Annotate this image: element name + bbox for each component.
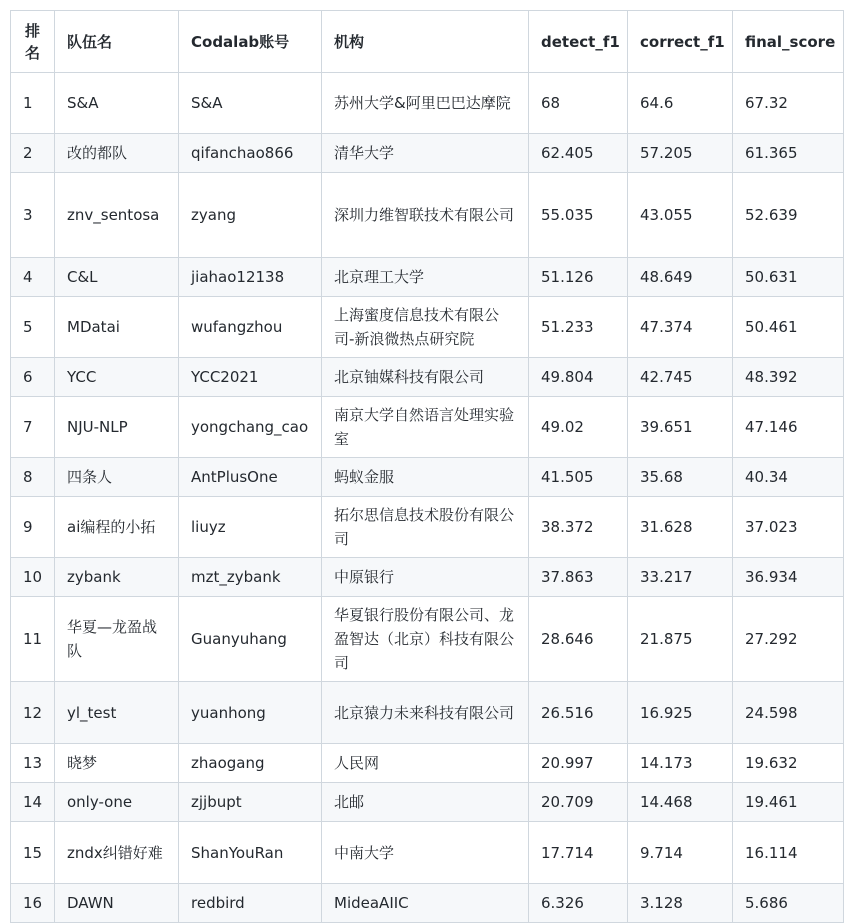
header-team: 队伍名 [55,11,179,73]
cell-detect-f1: 20.709 [529,783,628,822]
cell-correct-f1: 39.651 [628,397,733,458]
cell-detect-f1: 68 [529,73,628,134]
cell-org: 北邮 [322,783,529,822]
cell-account: qifanchao866 [179,134,322,173]
cell-org: 蚂蚁金服 [322,458,529,497]
cell-final-score: 5.686 [733,884,844,923]
table-row [11,597,844,682]
cell-correct-f1: 3.128 [628,884,733,923]
cell-rank: 2 [11,134,55,173]
table-row [11,258,844,297]
cell-detect-f1: 26.516 [529,682,628,744]
cell-correct-f1: 64.6 [628,73,733,134]
cell-org: 北京铀媒科技有限公司 [322,358,529,397]
table-row [11,173,844,258]
cell-correct-f1: 57.205 [628,134,733,173]
cell-rank: 9 [11,497,55,558]
cell-account: S&A [179,73,322,134]
cell-account: wufangzhou [179,297,322,358]
cell-org: 拓尔思信息技术股份有限公司 [322,497,529,558]
cell-correct-f1: 31.628 [628,497,733,558]
results-table [10,10,844,923]
cell-org: 北京猿力未来科技有限公司 [322,682,529,744]
cell-team: only-one [55,783,179,822]
cell-team: S&A [55,73,179,134]
cell-team: C&L [55,258,179,297]
cell-team: ai编程的小拓 [55,497,179,558]
cell-final-score: 61.365 [733,134,844,173]
cell-final-score: 50.461 [733,297,844,358]
cell-account: mzt_zybank [179,558,322,597]
cell-org: 中原银行 [322,558,529,597]
cell-account: AntPlusOne [179,458,322,497]
cell-detect-f1: 38.372 [529,497,628,558]
cell-account: ShanYouRan [179,822,322,884]
cell-team: 晓梦 [55,744,179,783]
header-detect-f1: detect_f1 [529,11,628,73]
cell-rank: 8 [11,458,55,497]
cell-rank: 11 [11,597,55,682]
cell-detect-f1: 49.02 [529,397,628,458]
cell-account: jiahao12138 [179,258,322,297]
cell-account: zhaogang [179,744,322,783]
cell-rank: 6 [11,358,55,397]
cell-correct-f1: 21.875 [628,597,733,682]
header-correct-f1: correct_f1 [628,11,733,73]
cell-team: MDatai [55,297,179,358]
table-row [11,297,844,358]
cell-final-score: 16.114 [733,822,844,884]
cell-team: yl_test [55,682,179,744]
cell-org: 苏州大学&阿里巴巴达摩院 [322,73,529,134]
table-row [11,558,844,597]
cell-detect-f1: 37.863 [529,558,628,597]
cell-final-score: 47.146 [733,397,844,458]
cell-final-score: 19.632 [733,744,844,783]
cell-team: 四条人 [55,458,179,497]
cell-team: DAWN [55,884,179,923]
table-row [11,458,844,497]
cell-org: MideaAIIC [322,884,529,923]
cell-correct-f1: 48.649 [628,258,733,297]
header-rank: 排名 [11,11,55,73]
cell-detect-f1: 20.997 [529,744,628,783]
cell-org: 中南大学 [322,822,529,884]
cell-rank: 16 [11,884,55,923]
cell-account: yongchang_cao [179,397,322,458]
cell-account: zyang [179,173,322,258]
cell-rank: 3 [11,173,55,258]
cell-team: zybank [55,558,179,597]
cell-rank: 13 [11,744,55,783]
results-table-container [10,10,844,923]
cell-detect-f1: 62.405 [529,134,628,173]
cell-detect-f1: 41.505 [529,458,628,497]
table-row [11,73,844,134]
cell-rank: 7 [11,397,55,458]
cell-rank: 4 [11,258,55,297]
cell-account: zjjbupt [179,783,322,822]
header-row [11,11,844,73]
cell-correct-f1: 14.468 [628,783,733,822]
cell-team: 华夏—龙盈战队 [55,597,179,682]
cell-final-score: 37.023 [733,497,844,558]
cell-detect-f1: 49.804 [529,358,628,397]
cell-final-score: 27.292 [733,597,844,682]
cell-rank: 5 [11,297,55,358]
header-final-score: final_score [733,11,844,73]
cell-final-score: 52.639 [733,173,844,258]
cell-final-score: 67.32 [733,73,844,134]
table-row [11,783,844,822]
cell-correct-f1: 16.925 [628,682,733,744]
cell-team: YCC [55,358,179,397]
cell-org: 上海蜜度信息技术有限公司-新浪微热点研究院 [322,297,529,358]
cell-correct-f1: 35.68 [628,458,733,497]
cell-correct-f1: 43.055 [628,173,733,258]
cell-org: 南京大学自然语言处理实验室 [322,397,529,458]
cell-rank: 10 [11,558,55,597]
table-row [11,358,844,397]
cell-correct-f1: 9.714 [628,822,733,884]
cell-correct-f1: 42.745 [628,358,733,397]
cell-final-score: 19.461 [733,783,844,822]
cell-correct-f1: 14.173 [628,744,733,783]
cell-rank: 14 [11,783,55,822]
table-row [11,884,844,923]
cell-team: znv_sentosa [55,173,179,258]
cell-final-score: 50.631 [733,258,844,297]
header-account: Codalab账号 [179,11,322,73]
cell-rank: 15 [11,822,55,884]
cell-org: 清华大学 [322,134,529,173]
table-row [11,682,844,744]
cell-account: redbird [179,884,322,923]
cell-detect-f1: 51.126 [529,258,628,297]
table-row [11,397,844,458]
cell-final-score: 48.392 [733,358,844,397]
cell-detect-f1: 55.035 [529,173,628,258]
cell-account: liuyz [179,497,322,558]
table-row [11,134,844,173]
cell-org: 华夏银行股份有限公司、龙盈智达（北京）科技有限公司 [322,597,529,682]
cell-org: 深圳力维智联技术有限公司 [322,173,529,258]
cell-detect-f1: 17.714 [529,822,628,884]
table-row [11,497,844,558]
header-org: 机构 [322,11,529,73]
cell-org: 北京理工大学 [322,258,529,297]
cell-correct-f1: 33.217 [628,558,733,597]
cell-account: YCC2021 [179,358,322,397]
cell-correct-f1: 47.374 [628,297,733,358]
cell-team: zndx纠错好难 [55,822,179,884]
cell-account: yuanhong [179,682,322,744]
cell-detect-f1: 6.326 [529,884,628,923]
cell-final-score: 24.598 [733,682,844,744]
cell-rank: 12 [11,682,55,744]
cell-detect-f1: 51.233 [529,297,628,358]
cell-detect-f1: 28.646 [529,597,628,682]
cell-final-score: 40.34 [733,458,844,497]
cell-org: 人民网 [322,744,529,783]
table-row [11,744,844,783]
table-row [11,822,844,884]
cell-rank: 1 [11,73,55,134]
cell-final-score: 36.934 [733,558,844,597]
cell-team: NJU-NLP [55,397,179,458]
cell-account: Guanyuhang [179,597,322,682]
cell-team: 改的都队 [55,134,179,173]
